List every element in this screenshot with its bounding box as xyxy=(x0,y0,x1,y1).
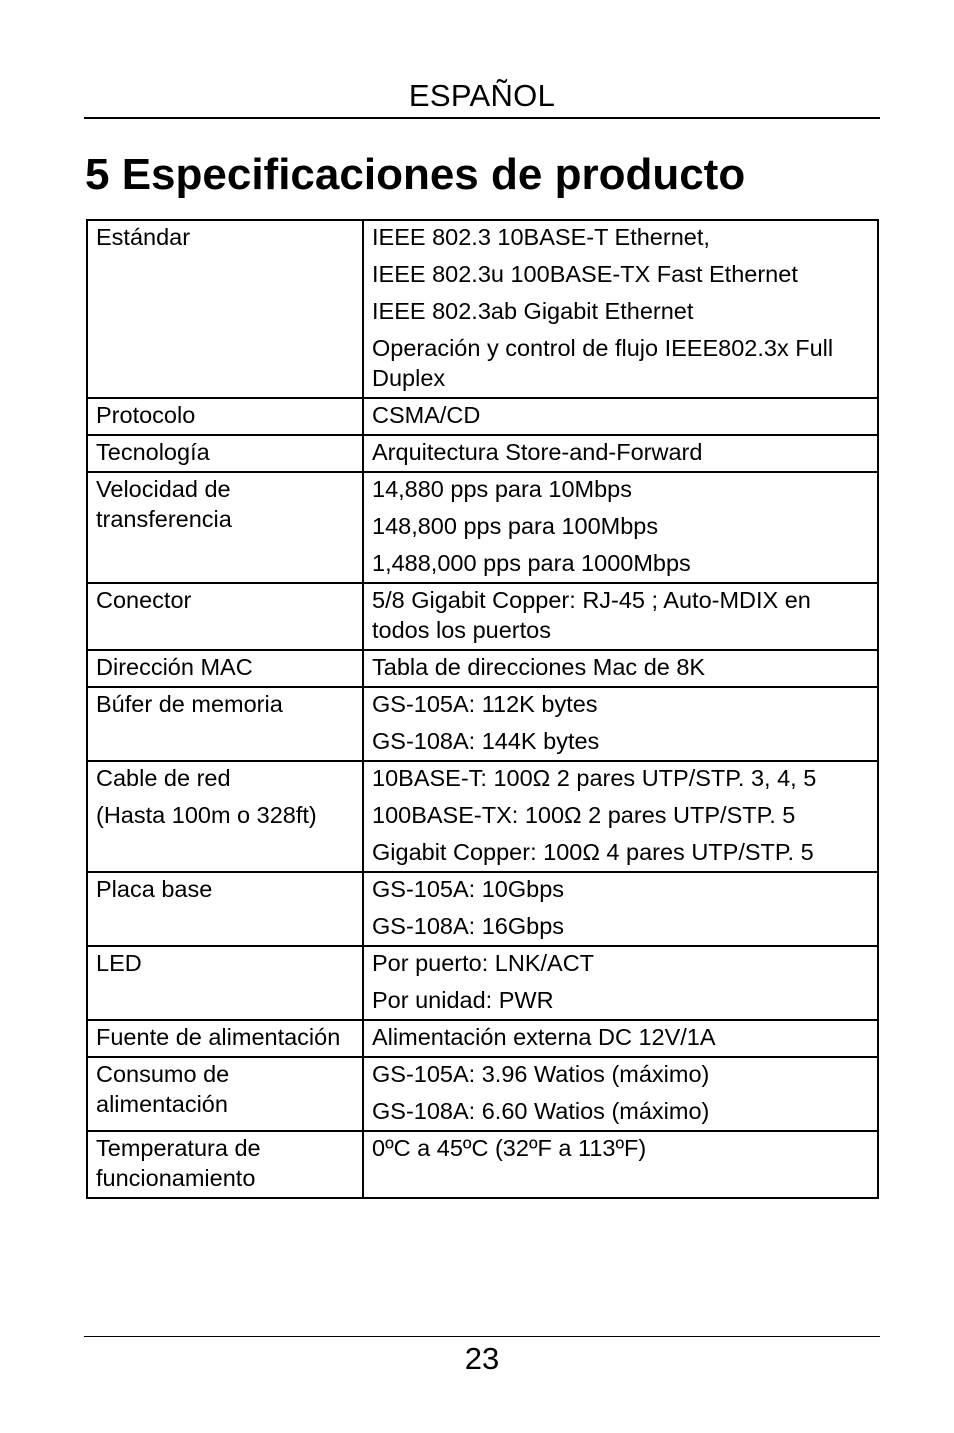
spec-value: Arquitectura Store-and-Forward xyxy=(372,439,703,465)
spec-value: 1,488,000 pps para 1000Mbps xyxy=(372,550,691,576)
spec-label-cell xyxy=(87,761,363,872)
specifications-table-body xyxy=(87,220,878,1198)
spec-label-cell xyxy=(87,220,363,398)
spec-value-cell xyxy=(363,398,878,435)
spec-label: Temperatura de funcionamiento xyxy=(96,1135,261,1191)
spec-value: Alimentación externa DC 12V/1A xyxy=(372,1024,716,1050)
spec-label: Cable de red xyxy=(96,765,231,791)
spec-label: Consumo de alimentación xyxy=(96,1061,230,1117)
spec-row xyxy=(87,946,878,1020)
spec-label-cell xyxy=(87,1020,363,1057)
spec-label-cell xyxy=(87,872,363,946)
spec-row xyxy=(87,687,878,761)
spec-value: CSMA/CD xyxy=(372,402,481,428)
spec-value: 148,800 pps para 100Mbps xyxy=(372,513,659,539)
spec-label-cell xyxy=(87,650,363,687)
spec-label-cell xyxy=(87,472,363,583)
spec-value: 14,880 pps para 10Mbps xyxy=(372,476,632,502)
spec-label-cell xyxy=(87,946,363,1020)
spec-label-cell xyxy=(87,1057,363,1131)
spec-value-cell xyxy=(363,1020,878,1057)
spec-value: IEEE 802.3ab Gigabit Ethernet xyxy=(372,298,694,324)
page-number: 23 xyxy=(464,1341,500,1376)
spec-value: IEEE 802.3u 100BASE-TX Fast Ethernet xyxy=(372,261,798,287)
spec-value: GS-108A: 144K bytes xyxy=(372,728,600,754)
spec-row xyxy=(87,650,878,687)
spec-row xyxy=(87,872,878,946)
spec-value: GS-105A: 3.96 Watios (máximo) xyxy=(372,1061,710,1087)
spec-label-cell xyxy=(87,435,363,472)
spec-row xyxy=(87,761,878,872)
spec-row xyxy=(87,220,878,398)
header-divider xyxy=(84,117,880,119)
spec-value-cell xyxy=(363,583,878,650)
spec-label: Fuente de alimentación xyxy=(96,1024,341,1050)
spec-value-cell xyxy=(363,761,878,872)
spec-label: Conector xyxy=(96,587,192,613)
spec-row xyxy=(87,472,878,583)
spec-label-cell xyxy=(87,398,363,435)
spec-value: 100BASE-TX: 100Ω 2 pares UTP/STP. 5 xyxy=(372,802,796,828)
spec-value-cell xyxy=(363,472,878,583)
spec-label: LED xyxy=(96,950,142,976)
spec-row xyxy=(87,1020,878,1057)
spec-row xyxy=(87,398,878,435)
spec-label: (Hasta 100m o 328ft) xyxy=(96,802,317,828)
section-language-header: ESPAÑOL xyxy=(408,78,556,113)
spec-value: GS-105A: 10Gbps xyxy=(372,876,565,902)
spec-label-cell xyxy=(87,1131,363,1198)
spec-value: 10BASE-T: 100Ω 2 pares UTP/STP. 3, 4, 5 xyxy=(372,765,817,791)
spec-value: Operación y control de flujo IEEE802.3x Full Duplex xyxy=(372,335,834,391)
spec-value: 0ºC a 45ºC (32ºF a 113ºF) xyxy=(372,1135,647,1161)
footer-divider xyxy=(84,1336,880,1337)
specifications-table xyxy=(86,219,879,1199)
spec-value-cell xyxy=(363,1131,878,1198)
spec-row xyxy=(87,1057,878,1131)
spec-value: Tabla de direcciones Mac de 8K xyxy=(372,654,706,680)
spec-row xyxy=(87,583,878,650)
spec-value-cell xyxy=(363,946,878,1020)
spec-value: Gigabit Copper: 100Ω 4 pares UTP/STP. 5 xyxy=(372,839,814,865)
spec-value-cell xyxy=(363,1057,878,1131)
spec-value-cell xyxy=(363,435,878,472)
spec-value: Por puerto: LNK/ACT xyxy=(372,950,595,976)
spec-value-cell xyxy=(363,872,878,946)
spec-label: Protocolo xyxy=(96,402,196,428)
spec-label: Dirección MAC xyxy=(96,654,253,680)
spec-label-cell xyxy=(87,687,363,761)
spec-label: Búfer de memoria xyxy=(96,691,283,717)
spec-value: GS-108A: 6.60 Watios (máximo) xyxy=(372,1098,710,1124)
spec-row xyxy=(87,1131,878,1198)
spec-value: 5/8 Gigabit Copper: RJ-45 ; Auto-MDIX en todos los puertos xyxy=(372,587,811,643)
page-title: 5 Especificaciones de producto xyxy=(85,150,746,199)
spec-value-cell xyxy=(363,220,878,398)
spec-value: Por unidad: PWR xyxy=(372,987,554,1013)
spec-value-cell xyxy=(363,687,878,761)
spec-row xyxy=(87,435,878,472)
spec-value: GS-108A: 16Gbps xyxy=(372,913,565,939)
spec-value-cell xyxy=(363,650,878,687)
spec-label: Placa base xyxy=(96,876,213,902)
spec-value: GS-105A: 112K bytes xyxy=(372,691,598,717)
spec-label: Velocidad de transferencia xyxy=(96,476,232,532)
spec-label-cell xyxy=(87,583,363,650)
spec-label: Estándar xyxy=(96,224,191,250)
spec-value: IEEE 802.3 10BASE-T Ethernet, xyxy=(372,224,710,250)
spec-label: Tecnología xyxy=(96,439,210,465)
